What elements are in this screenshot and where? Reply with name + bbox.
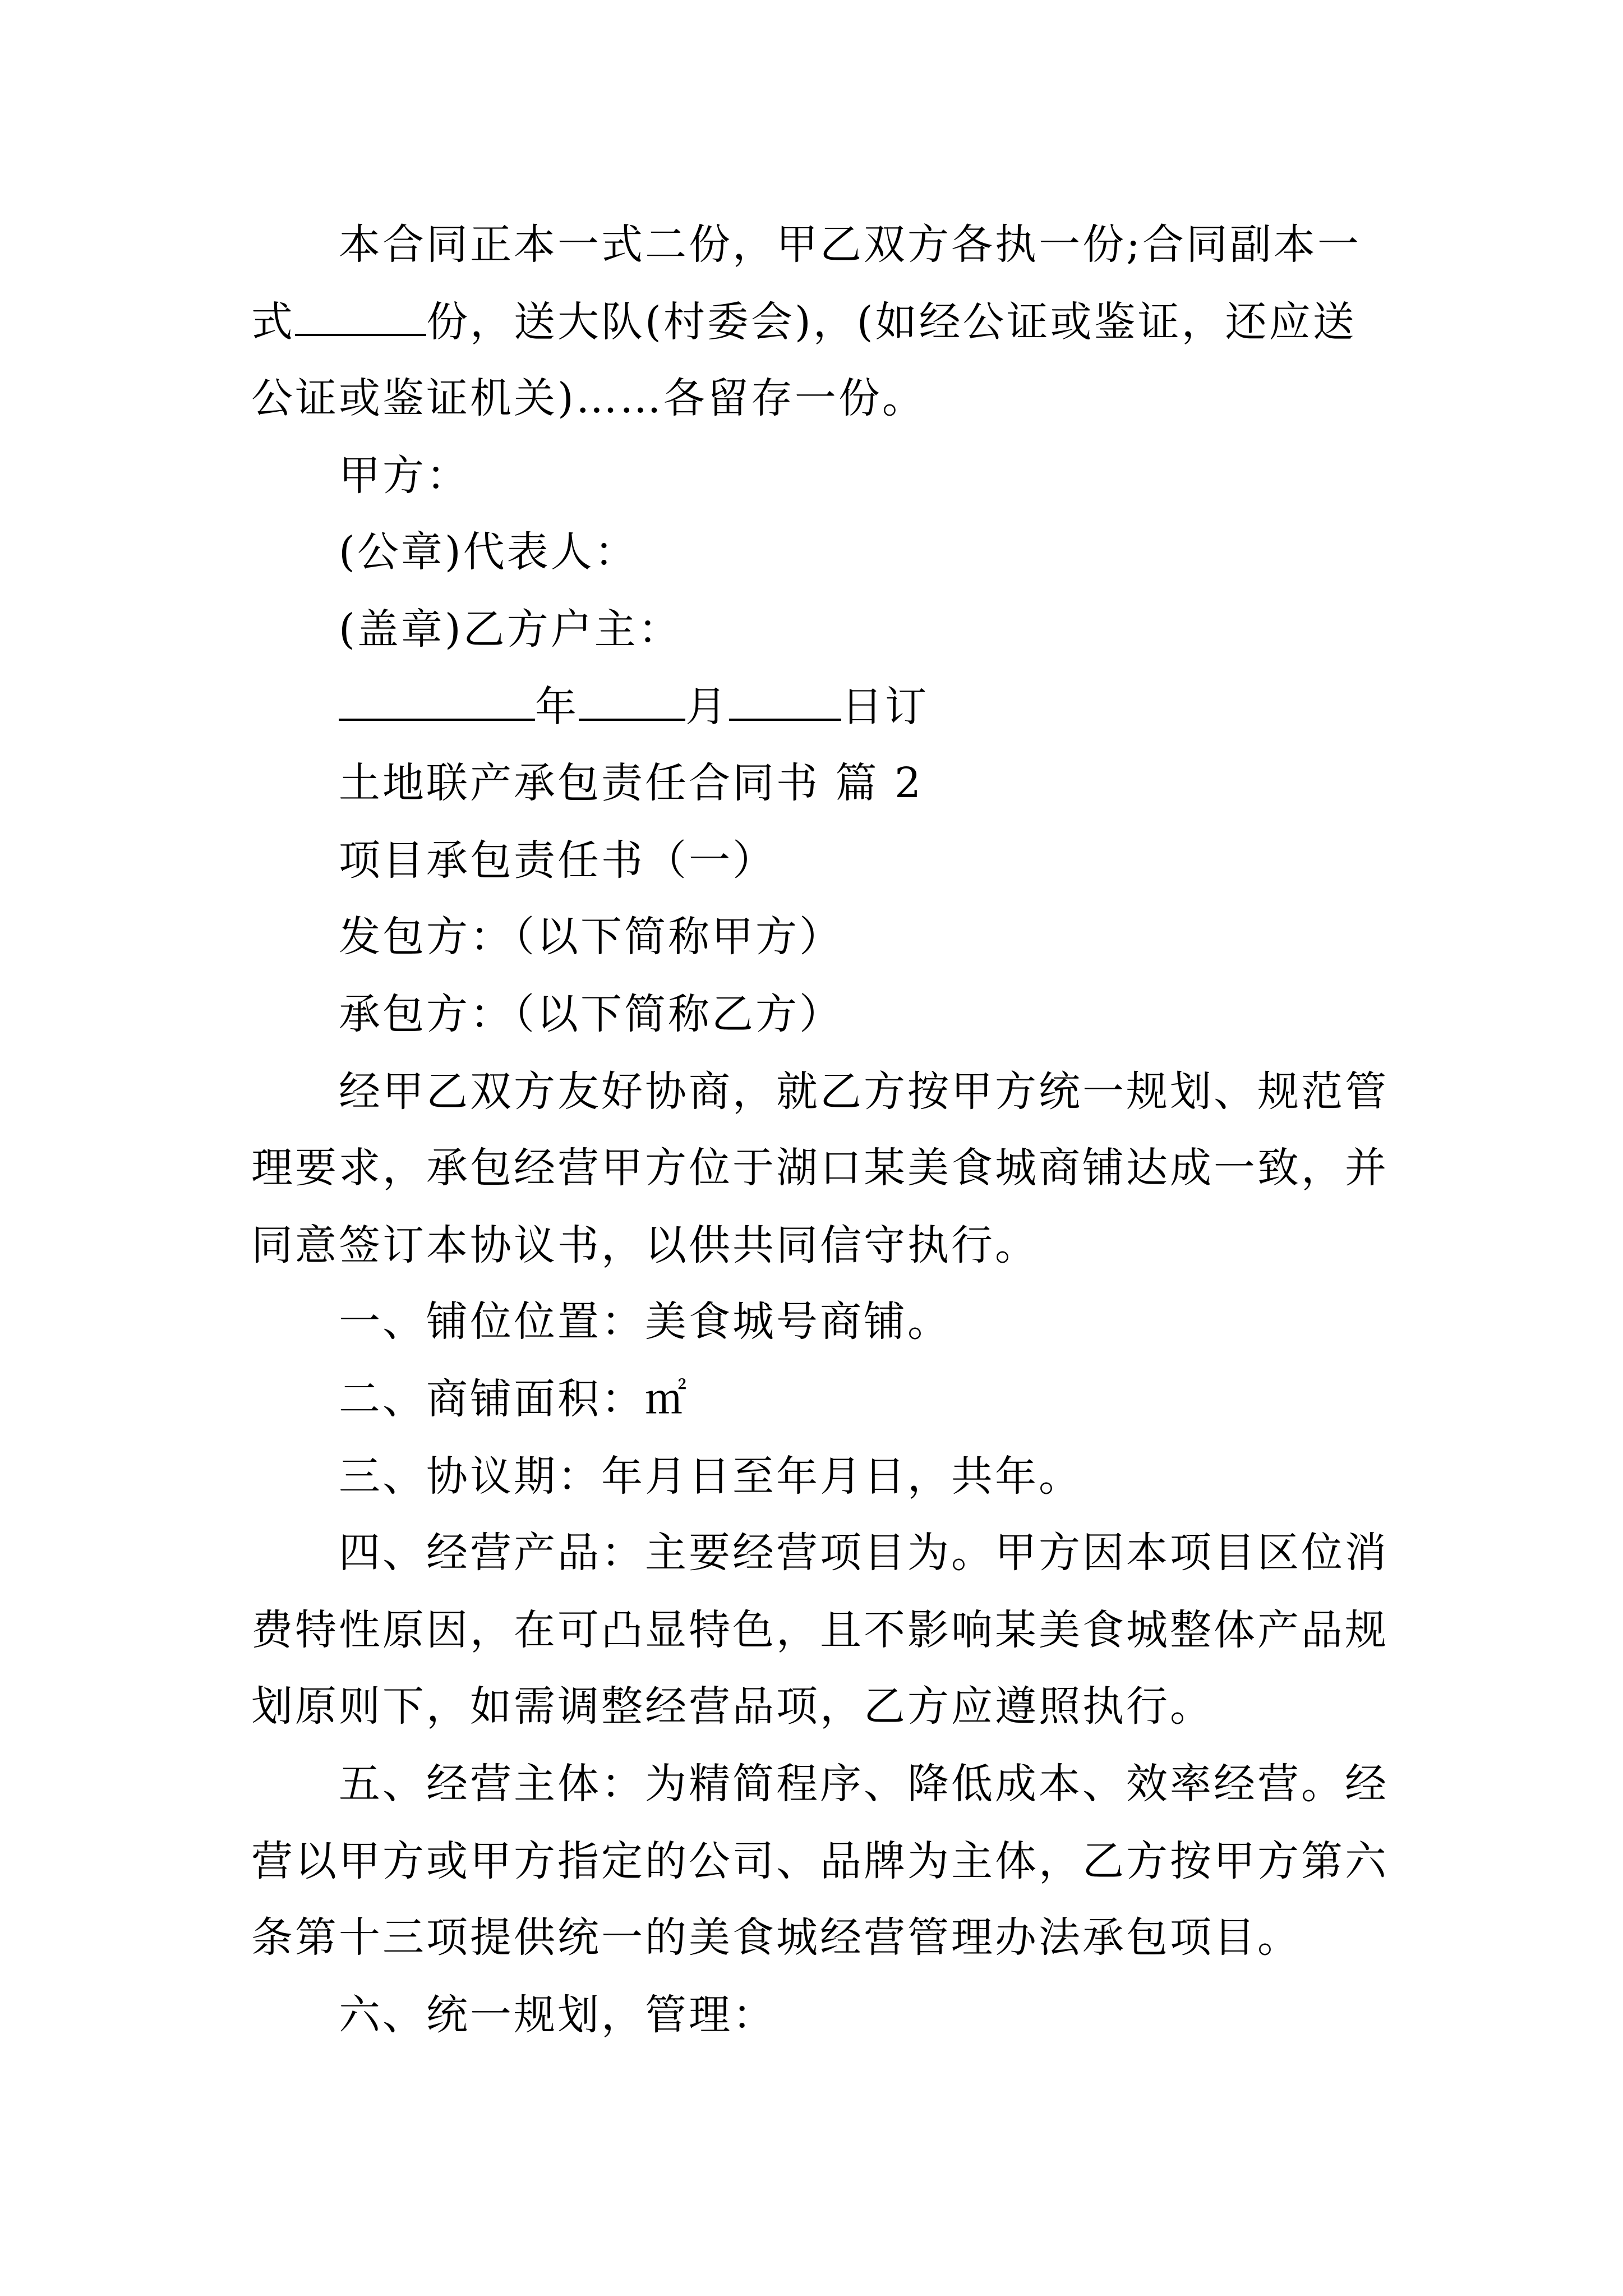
seal-party-b-label: (盖章)乙方户主： bbox=[339, 605, 682, 654]
signing-date-line bbox=[339, 679, 929, 735]
paragraph-line: 理要求，承包经营甲方位于湖口某美食城商铺达成一致，并 bbox=[251, 1144, 1389, 1192]
text-fragment: 份，送大队(村委会)，(如经公证或鉴证，还应送 bbox=[426, 298, 1357, 346]
year-blank bbox=[339, 682, 535, 721]
paragraph-line: 经甲乙双方友好协商，就乙方按甲方统一规划、规范管 bbox=[339, 1068, 1389, 1116]
fill-blank bbox=[295, 297, 426, 336]
day-blank bbox=[729, 682, 841, 721]
paragraph-line: 营以甲方或甲方指定的公司、品牌为主体，乙方按甲方第六 bbox=[251, 1837, 1389, 1885]
paragraph-line: 同意签订本协议书，以供共同信守执行。 bbox=[251, 1221, 1039, 1269]
paragraph-line: 费特性原因，在可凸显特色，且不影响某美食城整体产品规 bbox=[251, 1606, 1389, 1654]
clause-item: 一、铺位位置：美食城号商铺。 bbox=[339, 1297, 951, 1346]
paragraph-line: 五、经营主体：为精简程序、降低成本、效率经营。经 bbox=[339, 1760, 1389, 1808]
clause-item: 三、协议期：年月日至年月日，共年。 bbox=[339, 1452, 1082, 1501]
text-fragment: 式 bbox=[251, 298, 295, 346]
paragraph-line: 四、经营产品：主要经营项目为。甲方因本项目区位消 bbox=[339, 1529, 1389, 1577]
seal-representative-label: (公章)代表人： bbox=[339, 528, 638, 576]
paragraph-line: 公证或鉴证机关)……各留存一份。 bbox=[251, 374, 926, 422]
clause-item: 二、商铺面积：㎡ bbox=[339, 1375, 689, 1423]
paragraph-line: 本合同正本一式二份，甲乙双方各执一份;合同副本一 bbox=[339, 220, 1361, 269]
subtitle: 项目承包责任书（一） bbox=[339, 836, 776, 885]
issuer-label: 发包方：（以下简称甲方） bbox=[339, 913, 843, 961]
day-label: 日订 bbox=[841, 683, 929, 731]
month-label: 月 bbox=[685, 683, 729, 731]
year-label: 年 bbox=[535, 683, 579, 731]
clause-item: 六、统一规划，管理： bbox=[339, 1991, 776, 2039]
party-a-label: 甲方： bbox=[339, 452, 470, 500]
paragraph-line: 划原则下，如需调整经营品项，乙方应遵照执行。 bbox=[251, 1682, 1214, 1731]
paragraph-line bbox=[251, 294, 1357, 350]
section-title: 土地联产承包责任合同书 篇 2 bbox=[339, 759, 924, 807]
paragraph-line: 条第十三项提供统一的美食城经营管理办法承包项目。 bbox=[251, 1913, 1301, 1962]
contractor-label: 承包方：（以下简称乙方） bbox=[339, 990, 843, 1038]
month-blank bbox=[579, 682, 685, 721]
